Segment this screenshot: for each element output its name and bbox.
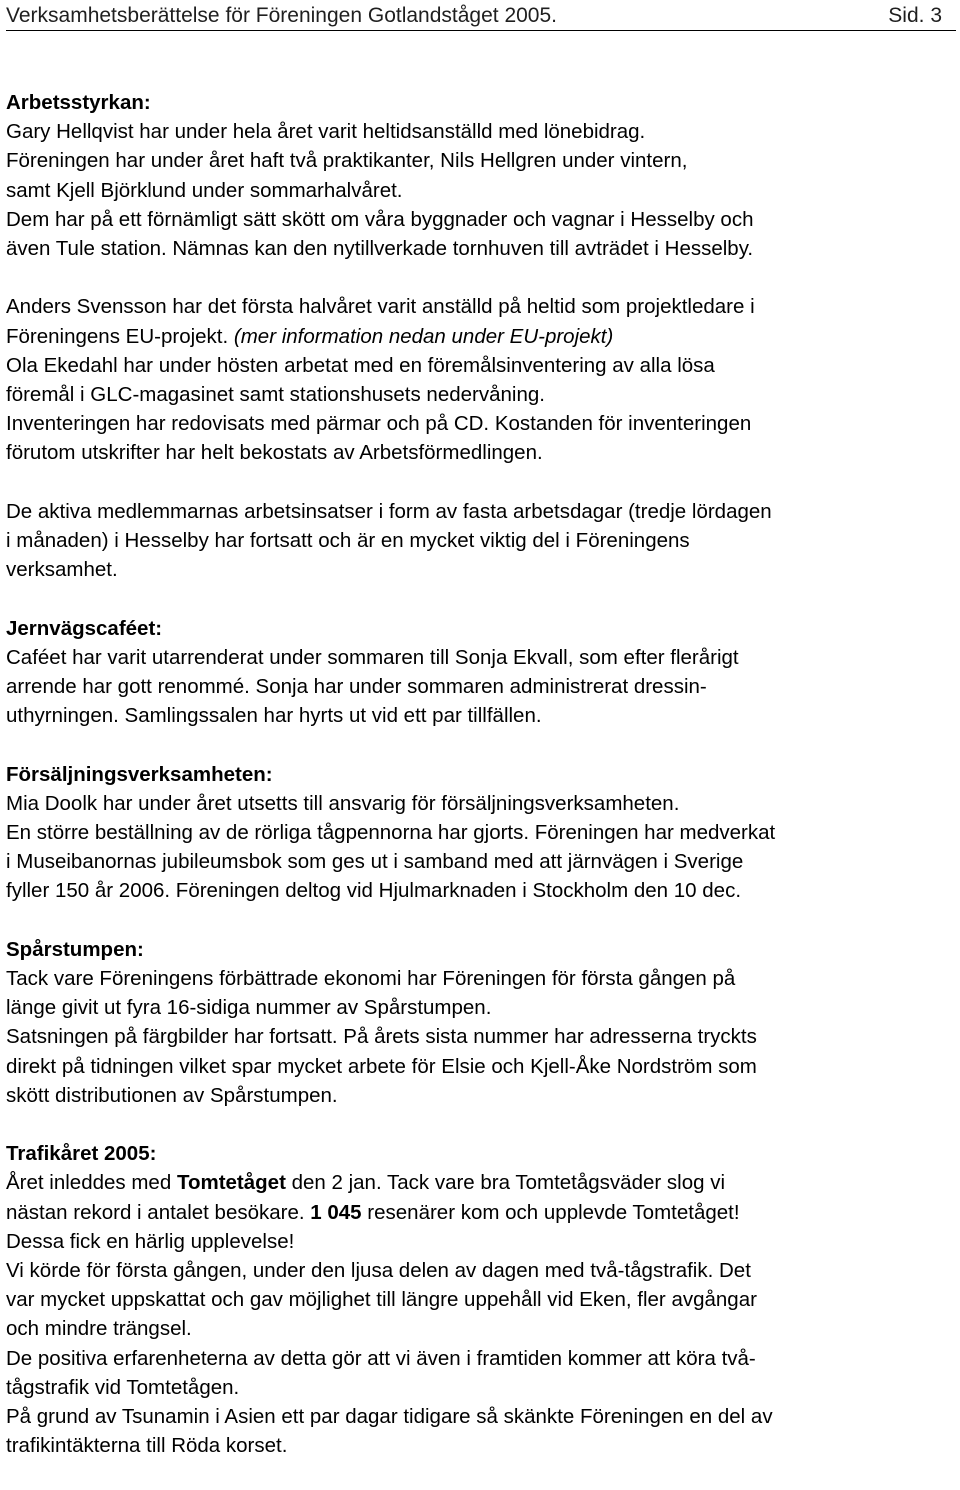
text-line: Satsningen på färgbilder har fortsatt. På årets sista nummer har adresserna tryckts (6, 1025, 757, 1049)
text-line: i månaden) i Hesselby har fortsatt och är en mycket viktig del i Föreningens (6, 529, 690, 553)
text-fragment: Året inleddes med (6, 1171, 177, 1195)
header-title: Verksamhetsberättelse för Föreningen Gotlandståget 2005. (6, 4, 558, 27)
paragraph-projekt (6, 292, 956, 467)
text-line: direkt på tidningen vilket spar mycket arbete för Elsie och Kjell-Åke Nordström som (6, 1054, 757, 1078)
heading-sparstumpen: Spårstumpen: (6, 937, 144, 961)
text-line: länge givit ut fyra 16-sidiga nummer av Spårstumpen. (6, 996, 492, 1020)
text-line: Vi körde för första gången, under den ljusa delen av dagen med två-tågstrafik. Det (6, 1259, 751, 1283)
text-line: Caféet har varit utarrenderat under sommaren till Sonja Ekvall, som efter flerårigt (6, 645, 739, 669)
section-forsaljning (6, 760, 956, 906)
text-line: Dem har på ett förnämligt sätt skött om våra byggnader och vagnar i Hesselby och (6, 207, 754, 231)
text-line: förutom utskrifter har helt bekostats av Arbetsförmedlingen. (6, 441, 543, 465)
heading-trafik: Trafikåret 2005: (6, 1142, 157, 1166)
text-line: Föreningen har under året haft två praktikanter, Nils Hellgren under vintern, (6, 149, 688, 173)
text-line: var mycket uppskattat och gav möjlighet till längre uppehåll vid Eken, fler avgångar (6, 1288, 757, 1312)
section-trafik (6, 1139, 956, 1460)
text-line: trafikintäkterna till Röda korset. (6, 1434, 288, 1458)
bold-tomtetaget: Tomtetåget (176, 1171, 286, 1195)
text-line (6, 1198, 956, 1227)
text-line: Mia Doolk har under året utsetts till ansvarig för försäljningsverksamheten. (6, 791, 680, 815)
section-sparstumpen (6, 935, 956, 1110)
text-line: Anders Svensson har det första halvåret varit anställd på heltid som projektledare i (6, 295, 755, 319)
heading-arbetsstyrkan: Arbetsstyrkan: (6, 91, 151, 114)
page-number: Sid. 3 (888, 4, 942, 27)
italic-note: (mer information nedan under EU-projekt) (233, 324, 614, 348)
text-line: i Museibanornas jubileumsbok som ges ut i samband med att järnvägen i Sverige (6, 850, 744, 874)
text-line: samt Kjell Björklund under sommarhalvåret. (6, 178, 403, 202)
text-fragment: den 2 jan. Tack vare bra Tomtetågsväder slog vi (285, 1171, 726, 1195)
text-fragment: resenärer kom och upplevde Tomtetåget! (361, 1200, 740, 1224)
bold-visitor-count: 1 045 (310, 1200, 362, 1224)
page-header (6, 0, 956, 31)
text-fragment: Föreningens EU-projekt. (6, 324, 234, 348)
paragraph-medlemmar (6, 497, 956, 585)
text-line: fyller 150 år 2006. Föreningen deltog vid Hjulmarknaden i Stockholm den 10 dec. (6, 879, 742, 903)
text-line: Inventeringen har redovisats med pärmar och på CD. Kostanden för inventeringen (6, 412, 752, 436)
text-line: Ola Ekedahl har under hösten arbetat med en föremålsinventering av alla lösa (6, 353, 715, 377)
text-line: arrende har gott renommé. Sonja har under sommaren administrerat dressin- (6, 675, 707, 699)
text-line: skött distributionen av Spårstumpen. (6, 1083, 338, 1107)
heading-cafe: Jernvägscaféet: (6, 616, 163, 640)
text-line: Dessa fick en härlig upplevelse! (6, 1229, 295, 1253)
text-line (6, 322, 956, 351)
text-line: föremål i GLC-magasinet samt stationshusets nedervåning. (6, 383, 545, 407)
text-line: På grund av Tsunamin i Asien ett par dagar tidigare så skänkte Föreningen en del av (6, 1405, 773, 1429)
text-line: En större beställning av de rörliga tågpennorna har gjorts. Föreningen har medverkat (6, 821, 776, 845)
document-body (6, 88, 956, 1460)
text-line (6, 1168, 956, 1197)
heading-forsaljning: Försäljningsverksamheten: (6, 762, 273, 786)
text-line: även Tule station. Nämnas kan den nytillverkade tornhuven till avträdet i Hesselby. (6, 237, 754, 261)
section-arbetsstyrkan (6, 88, 956, 263)
text-line: Tack vare Föreningens förbättrade ekonomi har Föreningen för första gången på (6, 967, 736, 991)
text-line: De positiva erfarenheterna av detta gör att vi även i framtiden kommer att köra två- (6, 1346, 756, 1370)
text-line: och mindre trängsel. (6, 1317, 192, 1341)
text-line: De aktiva medlemmarnas arbetsinsatser i form av fasta arbetsdagar (tredje lördagen (6, 499, 772, 523)
document-page (6, 0, 956, 1490)
text-line: verksamhet. (6, 558, 118, 582)
text-line: uthyrningen. Samlingssalen har hyrts ut vid ett par tillfällen. (6, 704, 542, 728)
text-line: tågstrafik vid Tomtetågen. (6, 1375, 240, 1399)
text-line: Gary Hellqvist har under hela året varit heltidsanställd med lönebidrag. (6, 120, 646, 144)
text-fragment: nästan rekord i antalet besökare. (6, 1200, 311, 1224)
section-cafe (6, 614, 956, 731)
